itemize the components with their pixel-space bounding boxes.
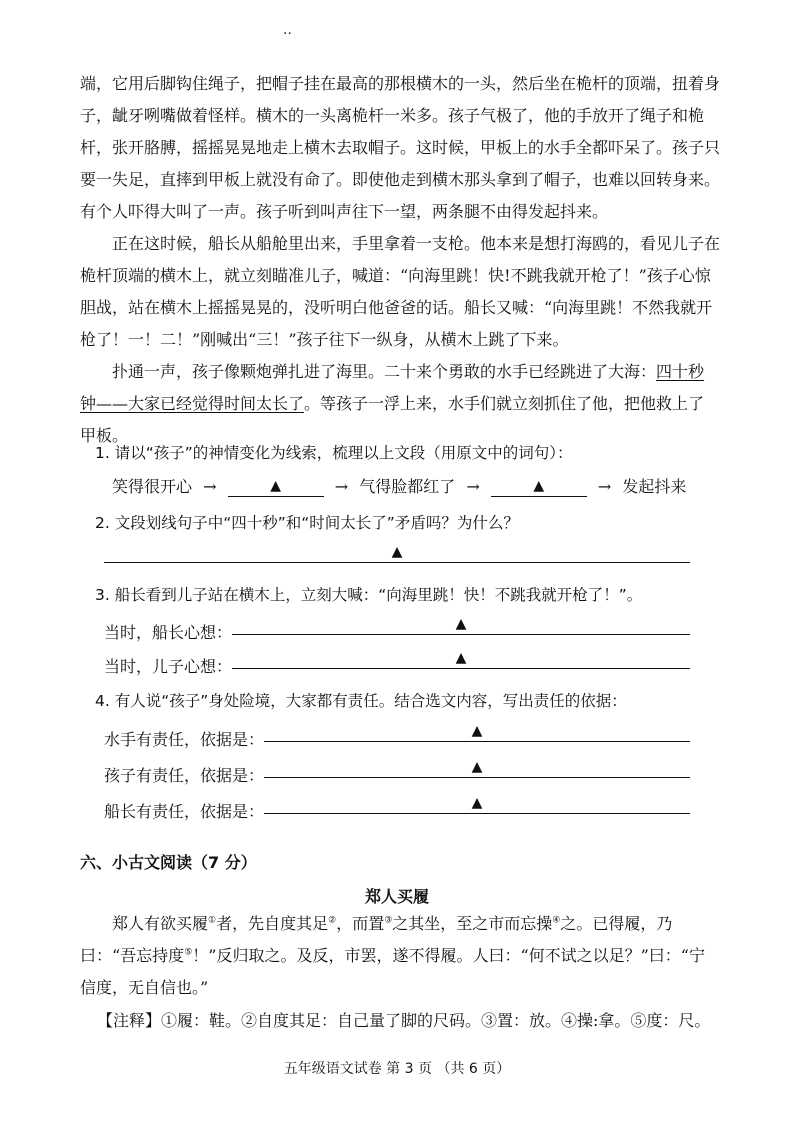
triangle-marker-icon: ▲ [270,478,281,494]
classical-passage-text: 郑人有欲买履①者，先自度其足②，而置③之其坐，至之市而忘操④之。已得履，乃曰：“吾忘持度⑤！”反归取之。及反，市罢，遂不得履。人曰：“何不试之以足？”曰：“宁信度，无自信也。” [80,914,705,997]
answer-blank-q4-sailors[interactable] [264,723,690,742]
footnote-marker: ① [208,915,217,926]
answer-blank-q1-a[interactable] [228,478,324,497]
answer-blank-q3-captain[interactable] [232,616,690,635]
triangle-marker-icon: ▲ [471,759,483,775]
q4-label-child: 孩子有责任，依据是： [104,766,265,785]
question-2-prompt: 2. 文段划线句子中“四十秒”和“时间太长了”矛盾吗？为什么？ [95,514,519,532]
arrow-icon: → [466,477,480,496]
chain-step-2: 气得脸都红了 [359,477,456,496]
answer-blank-q4-child[interactable] [264,759,690,778]
footnote-marker: ② [328,915,337,926]
answer-blank-q2[interactable] [104,544,690,563]
arrow-icon: → [203,477,217,496]
story-paragraph-1: 端，它用后脚钩住绳子，把帽子挂在最高的那根横木的一头，然后坐在桅杆的顶端，扭着身子，龇牙咧嘴做着怪样。横木的一头离桅杆一米多。孩子气极了，他的手放开了绳子和桅杆，张开胳膊，摇摇晃晃地走上横木去取帽子。这时候，甲板上的水手全都吓呆了。孩子只要一失足，直摔到甲板上就没有命了。即使他走到横木那头拿到了帽子，也难以回转身来。有个人吓得大叫了一声。孩子听到叫声往下一望，两条腿不由得发起抖来。 [80,74,721,221]
story-paragraph-2: 正在这时候，船长从船舱里出来，手里拿着一支枪。他本来是想打海鸥的，看见儿子在桅杆顶端的横木上，就立刻瞄准儿子，喊道：“向海里跳！快!不跳我就开枪了！”孩子心惊胆战，站在横木上摇摇晃晃的，没听明白他爸爸的话。船长又喊：“向海里跳！不然我就开枪了！一！二！”刚喊出“三！”孩子往下一纵身，从横木上跳了下来。 [80,234,721,349]
story-paragraph-3 [80,356,720,452]
question-3-prompt: 3. 船长看到儿子站在横木上，立刻大喊：“向海里跳！快！不跳我就开枪了！”。 [95,586,643,604]
page-footer: 五年级语文试卷 第 3 页 （共 6 页） [283,1061,511,1077]
footnote-marker: ⑤ [184,947,193,958]
arrow-icon: → [334,477,349,496]
answer-blank-q4-captain[interactable] [264,795,690,814]
annotation-notes: 【注释】①履：鞋。②自度其足：自己量了脚的尺码。③置：放。④操:拿。⑤度：尺。 [97,1011,711,1030]
triangle-marker-icon: ▲ [471,723,483,739]
chain-step-3: 发起抖来 [622,477,687,496]
answer-blank-q3-son[interactable] [232,650,690,669]
story-p3-after: 。等孩子一浮上来，水手们就立刻抓住了他，把他救上了甲板。 [80,394,705,445]
q3-label-son: 当时，儿子心想： [104,657,233,676]
question-1-chain [112,474,686,497]
triangle-marker-icon: ▲ [533,478,545,494]
triangle-marker-icon: ▲ [455,650,467,666]
chain-step-1: 笑得很开心 [112,477,193,496]
q4-label-captain: 船长有责任，依据是： [104,802,265,821]
underlined-sentence: 四十秒钟——大家已经觉得时间太长了 [80,362,705,413]
arrow-icon: → [597,477,612,496]
triangle-marker-icon: ▲ [455,616,467,632]
q3-label-captain: 当时，船长心想： [104,623,233,642]
footnote-marker: ③ [384,915,393,926]
header-mark: .. [283,22,292,38]
section-6-title: 六、小古文阅读（7 分） [80,853,257,872]
story-p3-before: 扑通一声，孩子像颗炮弹扎进了海里。二十来个勇敢的水手已经跳进了大海： [112,362,657,381]
classical-passage-title: 郑人买履 [364,887,429,906]
question-4-prompt: 4. 有人说“孩子”身处险境，大家都有责任。结合选文内容，写出责任的依据： [95,692,627,710]
question-1-prompt: 1. 请以“孩子”的神情变化为线索，梳理以上文段（用原文中的词句）： [95,444,573,462]
footnote-marker: ④ [552,915,561,926]
story-passage [80,68,720,452]
q4-label-sailors: 水手有责任，依据是： [104,730,265,749]
triangle-marker-icon: ▲ [391,544,403,560]
classical-passage [80,908,720,1004]
answer-blank-q1-b[interactable] [491,478,587,497]
triangle-marker-icon: ▲ [471,795,483,811]
